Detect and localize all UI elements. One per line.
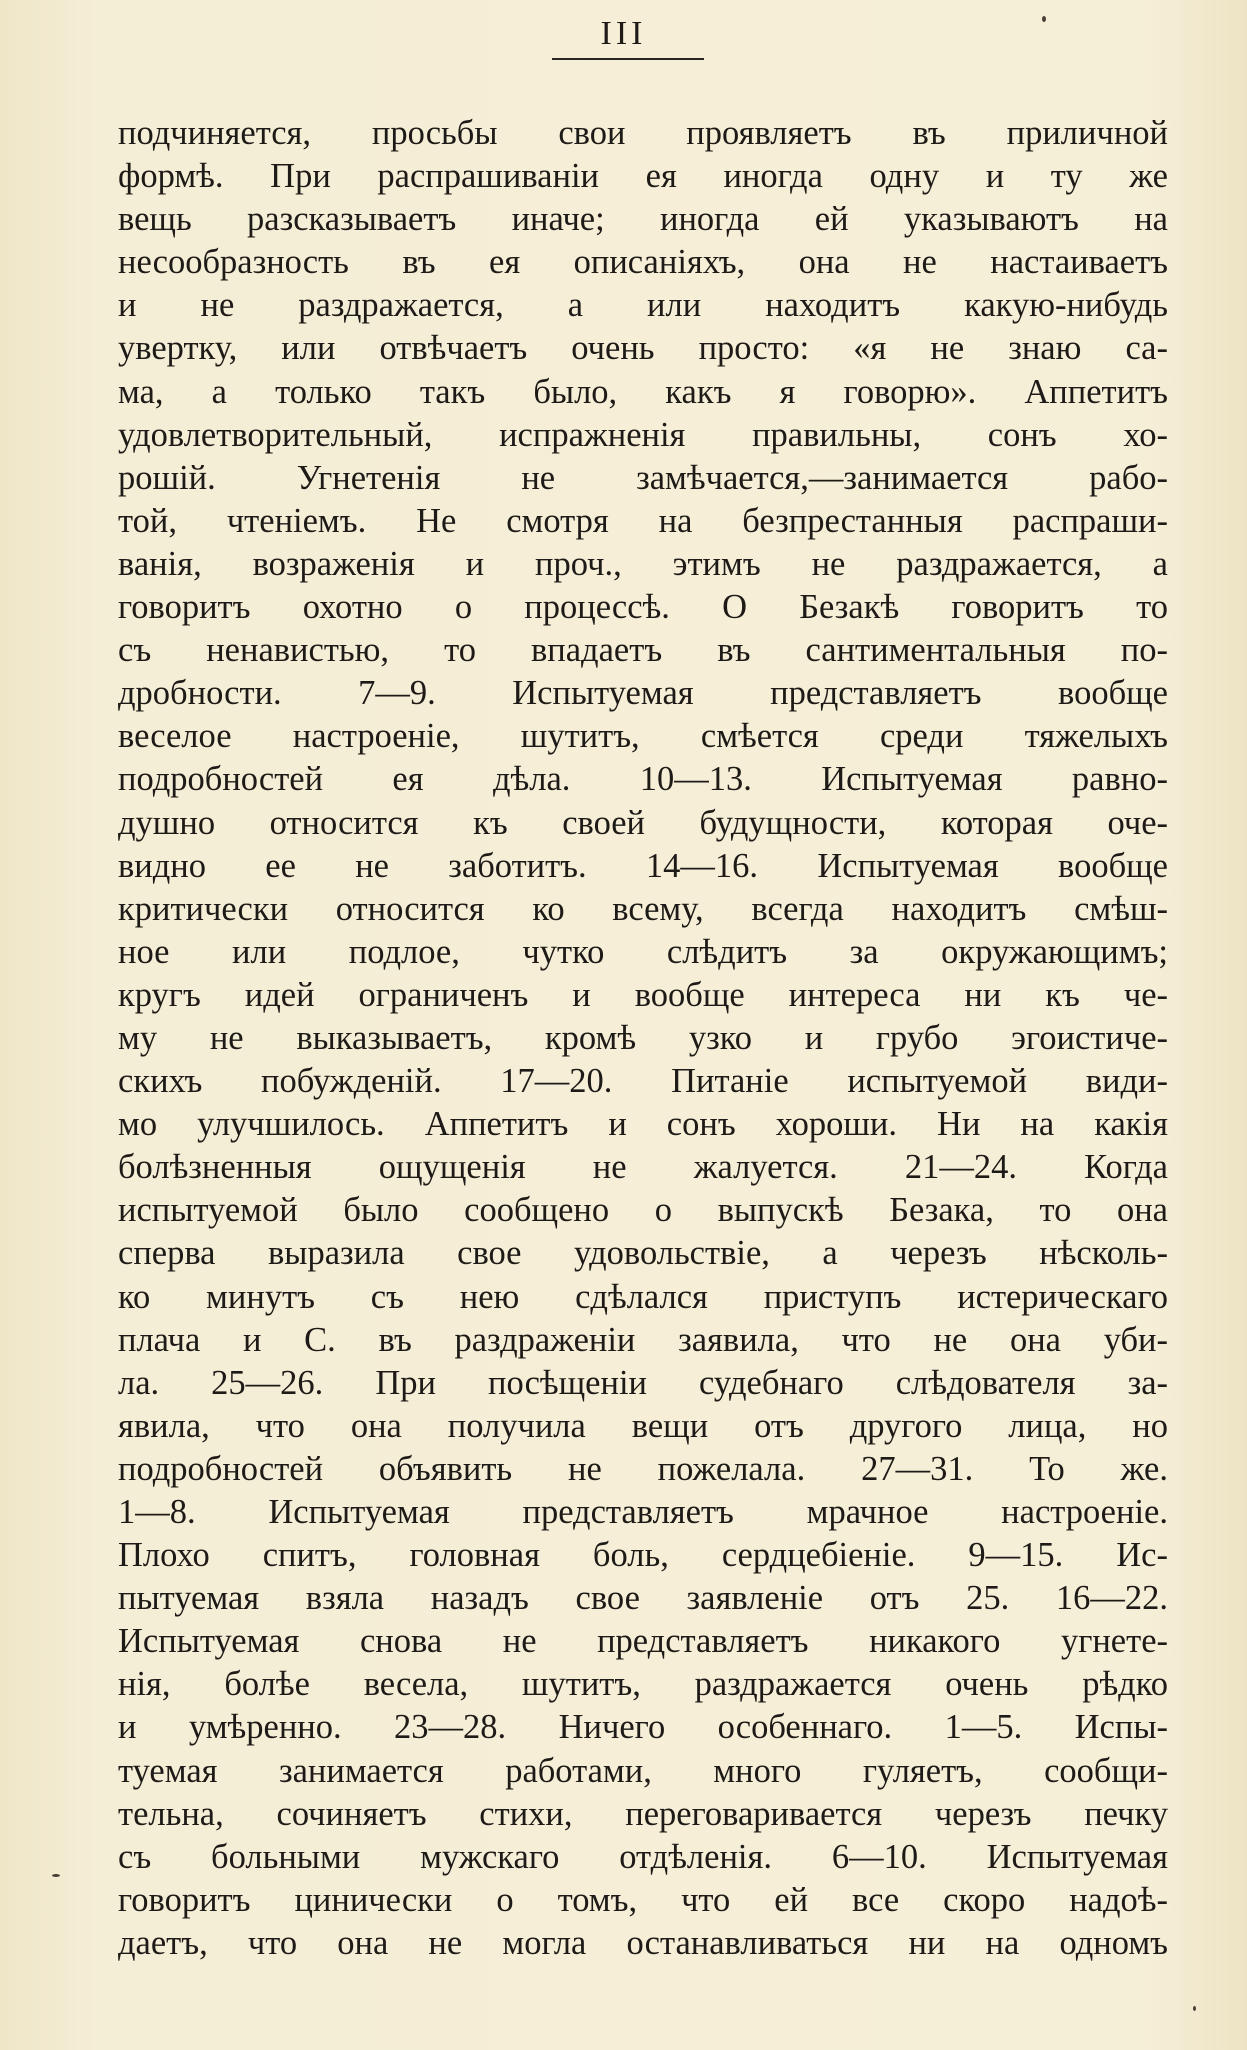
text-line: сперва выразила свое удовольствiе, а черезъ нѣсколь- <box>118 1234 1168 1273</box>
text-line: подробностей ея дѣла. 10—13. Испытуемая равно- <box>118 760 1168 799</box>
text-line: скихъ побужденiй. 17—20. Питанiе испытуемой види- <box>118 1062 1168 1101</box>
text-line: удовлетворительный, испражненiя правильны, сонъ хо- <box>118 415 1168 454</box>
text-line: туемая занимается работами, много гуляетъ, сообщи- <box>118 1751 1168 1790</box>
text-line: съ больными мужскаго отдѣленiя. 6—10. Испытуемая <box>118 1837 1168 1876</box>
text-line: той, чтенiемъ. Не смотря на безпрестанныя распраши- <box>118 501 1168 540</box>
text-line: подчиняется, просьбы свои проявляетъ въ приличной <box>118 114 1168 152</box>
body-text <box>118 112 1168 1965</box>
text-line: му не выказываетъ, кромѣ узко и грубо эгоистиче- <box>118 1018 1168 1057</box>
text-line: ванiя, возраженiя и проч., этимъ не раздражается, а <box>118 544 1168 583</box>
text-line: и умѣренно. 23—28. Ничего особеннаго. 1—5. Испы- <box>118 1708 1168 1747</box>
text-line: 1—8. Испытуемая представляетъ мрачное настроенiе. <box>118 1493 1168 1531</box>
text-line: рошiй. Угнетенiя не замѣчается,—занимается рабо- <box>118 458 1168 497</box>
text-line: пытуемая взяла назадъ свое заявленiе отъ 25. 16—22. <box>118 1579 1168 1618</box>
text-line: увертку, или отвѣчаетъ очень просто: «я не знаю са- <box>118 329 1168 368</box>
text-line: несообразность въ ея описанiяхъ, она не настаиваетъ <box>118 243 1168 282</box>
text-line: Испытуемая снова не представляетъ никакого угнете- <box>118 1622 1168 1661</box>
text-line: формѣ. При распрашиванiи ея иногда одну и ту же <box>118 157 1168 196</box>
text-line: Плохо спитъ, головная боль, сердцебiенiе. 9—15. Ис- <box>118 1536 1168 1575</box>
text-line: кругъ идей ограниченъ и вообще интереса ни къ че- <box>118 975 1168 1014</box>
text-line: явила, что она получила вещи отъ другого лица, но <box>118 1406 1168 1445</box>
text-line: ко минутъ съ нею сдѣлался приступъ истерическаго <box>118 1277 1168 1316</box>
text-line: съ ненавистью, то впадаетъ въ сантиментальныя по- <box>118 631 1168 670</box>
text-line: ное или подлое, чутко слѣдитъ за окружающимъ; <box>118 932 1168 971</box>
text-line: даетъ, что она не могла останавливаться ни на одномъ <box>118 1923 1168 1962</box>
text-line: говоритъ охотно о процессѣ. О Безакѣ говоритъ то <box>118 588 1168 627</box>
text-line: дробности. 7—9. Испытуемая представляетъ вообще <box>118 674 1168 713</box>
ink-speck <box>52 1874 60 1877</box>
text-line: мо улучшилось. Аппетитъ и сонъ хороши. Ни на какiя <box>118 1105 1168 1144</box>
text-line: нiя, болѣе весела, шутитъ, раздражается очень рѣдко <box>118 1665 1168 1704</box>
ink-speck <box>1193 2006 1196 2011</box>
text-line: ла. 25—26. При посѣщенiи судебнаго слѣдователя за- <box>118 1363 1168 1402</box>
text-line: душно относится къ своей будущности, которая оче- <box>118 803 1168 842</box>
text-line: испытуемой было сообщено о выпускѣ Безака, то она <box>118 1191 1168 1230</box>
text-line: веселое настроенiе, шутитъ, смѣется среди тяжелыхъ <box>118 717 1168 756</box>
text-line: подробностей объявить не пожелала. 27—31. То же. <box>118 1449 1168 1488</box>
text-line: говоритъ цинически о томъ, что ей все скоро надоѣ- <box>118 1880 1168 1919</box>
page-number: III <box>600 15 647 52</box>
ink-speck <box>1042 16 1046 22</box>
text-line: болѣзненныя ощущенiя не жалуется. 21—24. Когда <box>118 1148 1168 1187</box>
text-line: и не раздражается, а или находитъ какую-нибудь <box>118 286 1168 325</box>
text-line: ма, а только такъ было, какъ я говорю». Аппетитъ <box>118 372 1168 411</box>
text-line: вещь разсказываетъ иначе; иногда ей указываютъ на <box>118 200 1168 239</box>
text-line: критически относится ко всему, всегда находитъ смѣш- <box>118 889 1168 928</box>
header-rule <box>552 58 704 60</box>
text-line: видно ее не заботитъ. 14—16. Испытуемая вообще <box>118 846 1168 885</box>
text-line: тельна, сочиняетъ стихи, переговаривается черезъ печку <box>118 1794 1168 1833</box>
text-line: плача и С. въ раздраженiи заявила, что не она уби- <box>118 1320 1168 1359</box>
